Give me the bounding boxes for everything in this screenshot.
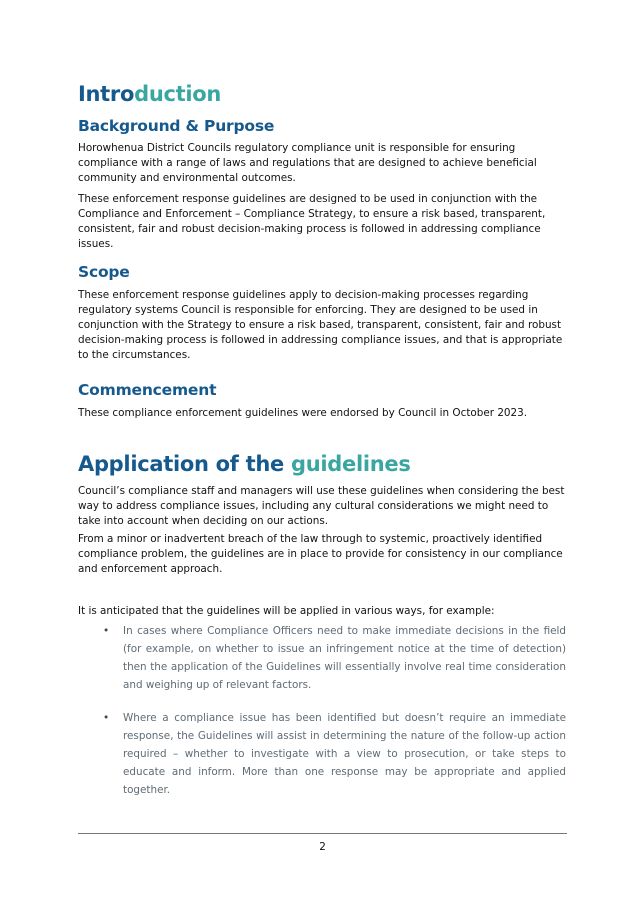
application-heading-part2: guidelines bbox=[290, 452, 411, 476]
introduction-heading-part1: Intro bbox=[78, 82, 135, 106]
application-heading-part1: Application of the bbox=[78, 452, 291, 476]
application-heading bbox=[78, 451, 411, 477]
bullet-text-2: Where a compliance issue has been identified but doesn’t require an immediate response, the Guidelines will assist in determining the nature of the follow-up action required – whether to investigate with a view to prosecution, or take steps to educate and inform. More than one response may be appropriate and applied together. bbox=[123, 712, 566, 796]
bullet-dot-icon: • bbox=[103, 625, 110, 637]
scope-heading: Scope bbox=[78, 263, 130, 281]
application-paragraph-3: It is anticipated that the guidelines will be applied in various ways, for example: bbox=[78, 605, 495, 617]
bullet-text-1: In cases where Compliance Officers need to make immediate decisions in the field (for example, on whether to issue an infringement notice at the time of detection) then the application of the Guidelines will essentially involve real time consideration and weighing up of relevant factors. bbox=[123, 625, 566, 691]
page-number: 2 bbox=[319, 841, 326, 853]
background-heading: Background & Purpose bbox=[78, 117, 275, 135]
bullet-item-1 bbox=[104, 622, 566, 694]
commencement-paragraph: These compliance enforcement guidelines were endorsed by Council in October 2023. bbox=[78, 407, 528, 419]
application-paragraph-1: Council’s compliance staff and managers will use these guidelines when considering the best way to address compliance issues, including any cultural considerations we might need to take into account when deciding on our actions. bbox=[78, 485, 565, 527]
bullet-item-2 bbox=[104, 709, 566, 799]
scope-paragraph: These enforcement response guidelines apply to decision-making processes regarding regulatory systems Council is responsible for enforcing. They are designed to be used in conjunction with the Strategy to ensure a risk based, transparent, consistent, fair and robust decision-making process is followed in addressing compliance issues, and that is appropriate to the circumstances. bbox=[78, 289, 563, 361]
footer-divider bbox=[78, 833, 567, 834]
background-paragraph-1: Horowhenua District Councils regulatory compliance unit is responsible for ensuring compliance with a range of laws and regulations that are designed to achieve beneficial community and environmental outcomes. bbox=[78, 142, 537, 184]
background-paragraph-2: These enforcement response guidelines are designed to be used in conjunction with the Compliance and Enforcement – Compliance Strategy, to ensure a risk based, transparent, consistent, fair and robust decision-making process is followed in addressing compliance issues. bbox=[78, 193, 546, 250]
application-paragraph-2: From a minor or inadvertent breach of the law through to systemic, proactively identified compliance problem, the guidelines are in place to provide for consistency in our compliance and enforcement approach. bbox=[78, 533, 563, 575]
introduction-heading bbox=[78, 81, 221, 107]
commencement-heading: Commencement bbox=[78, 381, 217, 399]
introduction-heading-part2: duction bbox=[134, 82, 222, 106]
bullet-dot-icon: • bbox=[103, 712, 110, 724]
